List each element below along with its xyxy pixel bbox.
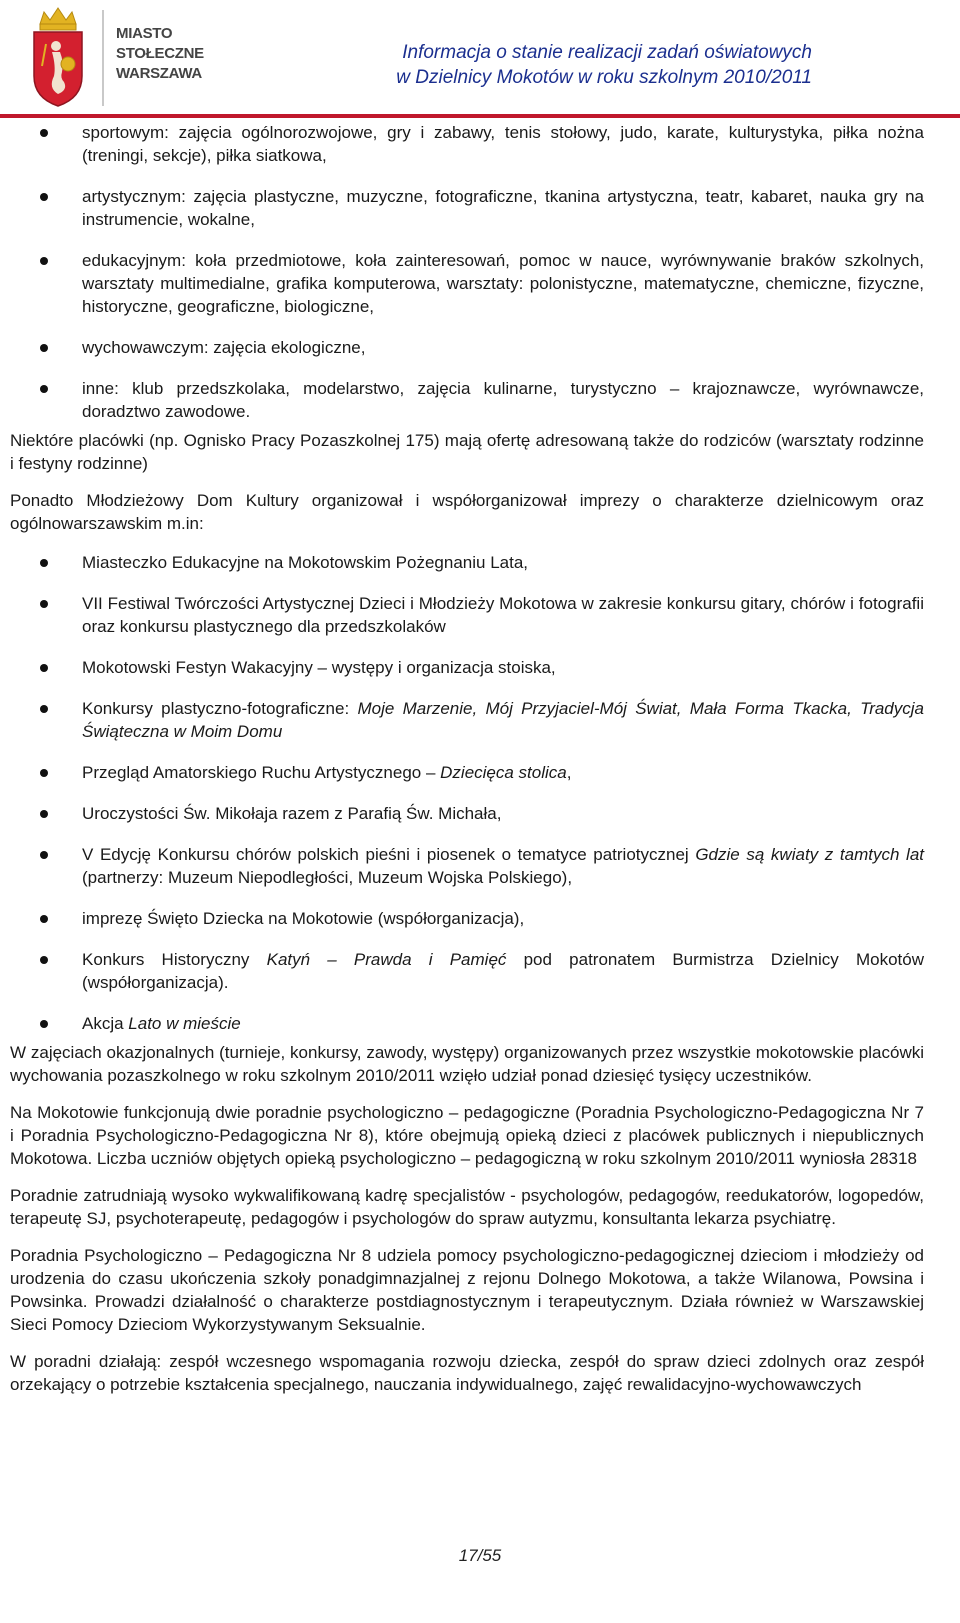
list-item: Miasteczko Edukacyjne na Mokotowskim Pożegnaniu Lata, [10,551,924,574]
document-title-line2: w Dzielnicy Mokotów w roku szkolnym 2010/2011 [396,67,812,88]
paragraph: Niektóre placówki (np. Ognisko Pracy Pozaszkolnej 175) mają ofertę adresowaną także do rodziców (warsztaty rodzinne i festyny rodzinne) [10,431,924,473]
document-title-line1: Informacja o stanie realizacji zadań oświatowych [402,42,812,63]
list-item: edukacyjnym: koła przedmiotowe, koła zainteresowań, pomoc w nauce, wyrównywanie braków szkolnych, warsztaty multimedialne, grafika komputerowa, warsztaty: polonistyczne, matematyczne, chemiczne, fizyczne, historyczne, geograficzne, biologiczne, [10,249,924,318]
bullet-icon [40,559,48,567]
list-item: imprezę Święto Dziecka na Mokotowie (współorganizacja), [10,907,924,930]
document-title [212,40,812,90]
logo-line: MIASTO [116,25,173,42]
bullet-icon [40,129,48,137]
logo-divider [102,10,104,106]
bullet-icon [40,851,48,859]
list-item: artystycznym: zajęcia plastyczne, muzyczne, fotograficzne, tkanina artystyczna, teatr, kabaret, nauka gry na instrumencie, wokalne, [10,185,924,231]
header-rule [0,114,960,118]
bullet-icon [40,769,48,777]
bullet-icon [40,344,48,352]
bullet-icon [40,664,48,672]
list-item: Konkursy plastyczno-fotograficzne: Moje Marzenie, Mój Przyjaciel-Mój Świat, Mała Forma Tkacka, Tradycja Świąteczna w Moim Domu [10,697,924,743]
paragraph: Poradnie zatrudniają wysoko wykwalifikowaną kadrę specjalistów - psychologów, pedagogów, reedukatorów, logopedów, terapeutę SJ, psychoterapeutę, pedagogów i psychologów do spraw autyzmu, konsultanta lekarza psychiatrę. [10,1186,924,1228]
list-item: wychowawczym: zajęcia ekologiczne, [10,336,924,359]
list-item: inne: klub przedszkolaka, modelarstwo, zajęcia kulinarne, turystyczno – krajoznawcze, wyrównawcze, doradztwo zawodowe. [10,377,924,423]
list-item: Konkurs Historyczny Katyń – Prawda i Pamięć pod patronatem Burmistrza Dzielnicy Mokotów (współorganizacja). [10,948,924,994]
bullet-icon [40,915,48,923]
bullet-icon [40,1020,48,1028]
bullet-icon [40,193,48,201]
list-item: Uroczystości Św. Mikołaja razem z Parafią Św. Michała, [10,802,924,825]
page-body [10,121,924,1410]
list-item: Akcja Lato w mieście [10,1012,924,1035]
city-logo [28,6,208,110]
bullet-icon [40,705,48,713]
activity-list [10,121,924,423]
paragraph: W zajęciach okazjonalnych (turnieje, konkursy, zawody, występy) organizowanych przez wszystkie mokotowskie placówki wychowania pozaszkolnego w roku szkolnym 2010/2011 wzięło udział ponad dziesięć tysięcy uczestników. [10,1043,924,1085]
bullet-icon [40,257,48,265]
paragraph: Na Mokotowie funkcjonują dwie poradnie psychologiczno – pedagogiczne (Poradnia Psychologiczno-Pedagogiczna Nr 7 i Poradnia Psychologiczno-Pedagogiczna Nr 8), które obejmują opieką dzieci z placówek publicznych i niepublicznych Mokotowa. Liczba uczniów objętych opieką psychologiczno – pedagogiczną w roku szkolnym 2010/2011 wyniosła 28318 [10,1103,924,1168]
bullet-icon [40,956,48,964]
list-item: V Edycję Konkursu chórów polskich pieśni i piosenek o tematyce patriotycznej Gdzie są kwiaty z tamtych lat (partnerzy: Muzeum Niepodległości, Muzeum Wojska Polskiego), [10,843,924,889]
bullet-icon [40,600,48,608]
warsaw-crest-icon [28,6,88,110]
list-item: sportowym: zajęcia ogólnorozwojowe, gry i zabawy, tenis stołowy, judo, karate, kulturystyka, piłka nożna (treningi, sekcje), piłka siatkowa, [10,121,924,167]
list-item: Przegląd Amatorskiego Ruchu Artystycznego – Dziecięca stolica, [10,761,924,784]
page-number: 17/55 [458,1546,502,1565]
list-item: Mokotowski Festyn Wakacyjny – występy i organizacja stoiska, [10,656,924,679]
logo-line: WARSZAWA [116,65,202,82]
paragraph: W poradni działają: zespół wczesnego wspomagania rozwoju dziecka, zespół do spraw dzieci zdolnych oraz zespół orzekający o potrzebie kształcenia specjalnego, nauczania indywidualnego, zajęć rewalidacyjno-wychowawczych [10,1352,924,1394]
bullet-icon [40,385,48,393]
paragraph: Ponadto Młodzieżowy Dom Kultury organizował i współorganizował imprezy o charakterze dzielnicowym oraz ogólnowarszawskim m.in: [10,491,924,533]
logo-text [116,24,216,84]
events-list [10,551,924,1035]
bullet-icon [40,810,48,818]
page-header [0,0,960,120]
logo-line: STOŁECZNE [116,45,204,62]
paragraph: Poradnia Psychologiczno – Pedagogiczna Nr 8 udziela pomocy psychologiczno-pedagogicznej dzieciom i młodzieży od urodzenia do czasu ukończenia szkoły ponadgimnazjalnej z rejonu Dolnego Mokotowa, a także Wilanowa, Powsina i Powsinka. Prowadzi działalność o charakterze postdiagnostycznym i terapeutycznym. Działa również w Warszawskiej Sieci Pomocy Dzieciom Wykorzystywanym Seksualnie. [10,1246,924,1334]
list-item: VII Festiwal Twórczości Artystycznej Dzieci i Młodzieży Mokotowa w zakresie konkursu gitary, chórów i fotografii oraz konkursu plastycznego dla przedszkolaków [10,592,924,638]
